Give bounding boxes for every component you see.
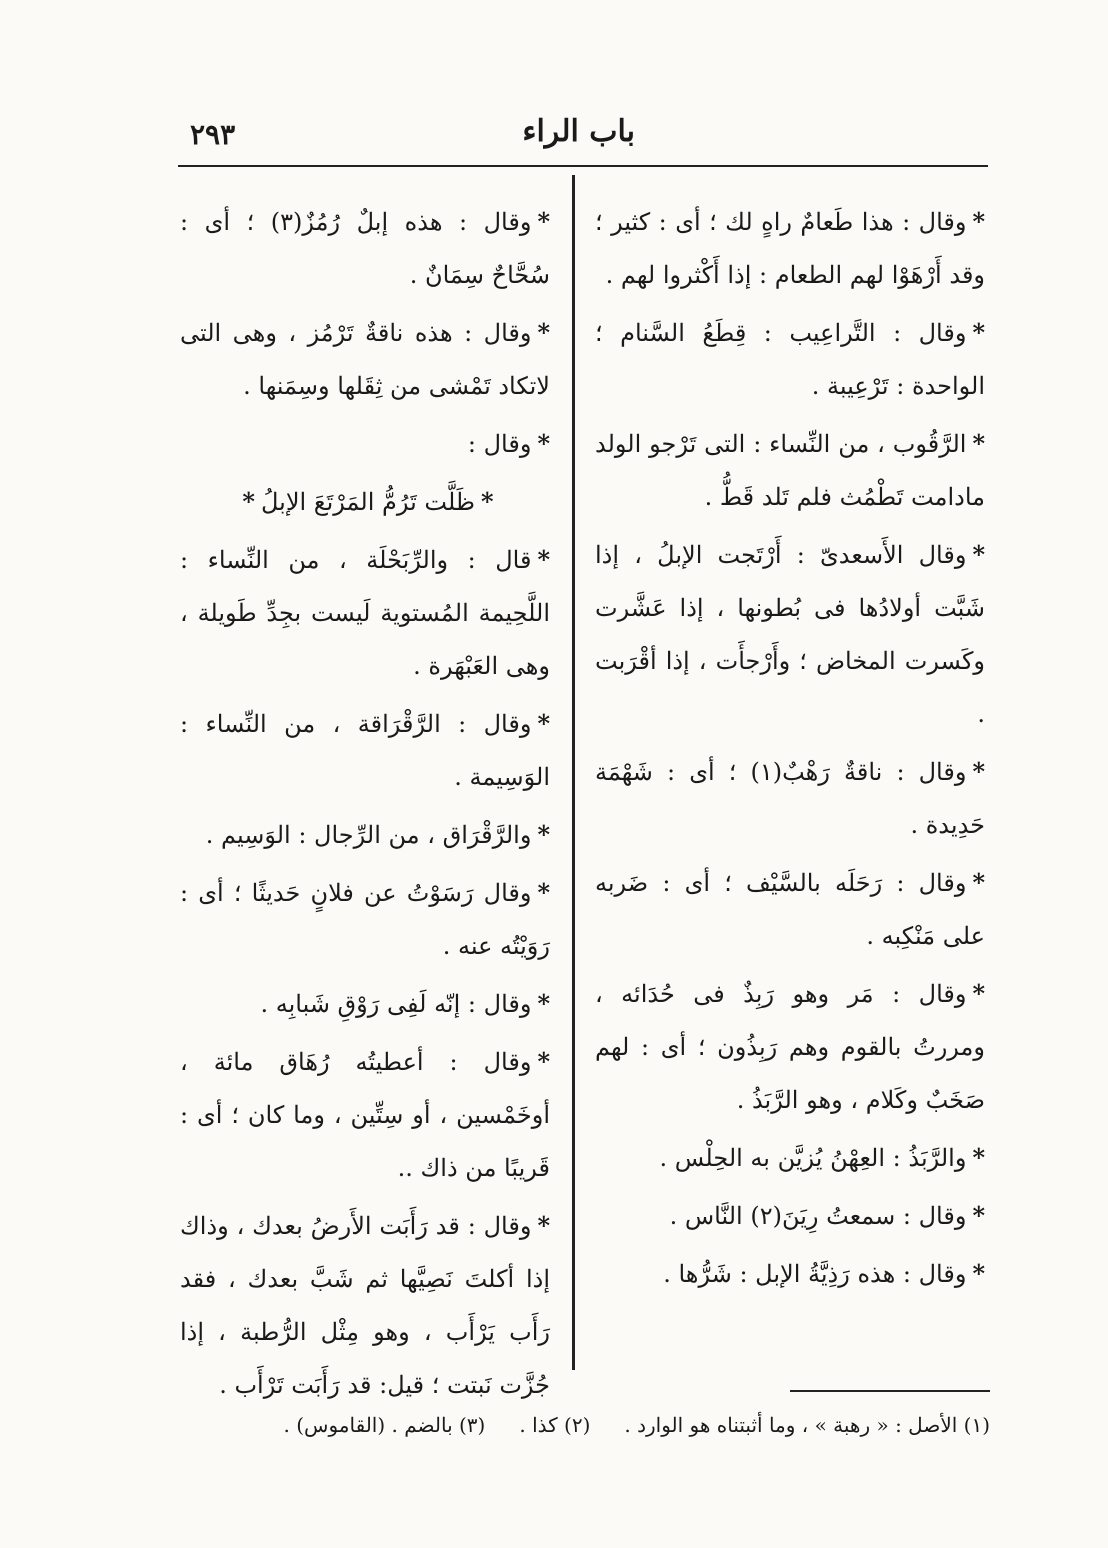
entry-marker: * [537, 429, 550, 458]
entry-marker: * [972, 429, 985, 458]
dictionary-entry [595, 528, 985, 741]
footnote: (١) الأصل : « رهبة » ، وما أثبتناه هو الوارد . [624, 1413, 990, 1437]
entry-text: وقال : أعطيتُه رُهَاق مائة ، أوخَمْسين ، أو سِتِّين ، وما كان ؛ أى : قَريبًا من ذاك .. [180, 1048, 550, 1182]
entry-marker: * [537, 207, 550, 236]
entry-text: قال : والرِّبَحْلَة ، من النِّساء : اللَّحِيمة المُستوية لَيست بجِدِّ طَويلة ، وهى العَبْهَرة . [180, 546, 550, 680]
dictionary-entry [595, 195, 985, 302]
footnote: (٣) بالضم . (القاموس) . [283, 1413, 486, 1437]
entry-text: وقال : [467, 430, 532, 458]
dictionary-entry [180, 1035, 550, 1195]
dictionary-entry [595, 856, 985, 963]
dictionary-entry [595, 306, 985, 413]
entry-marker: * [537, 1211, 550, 1240]
entry-text: وقال : هذا طَعامٌ راهٍ لك ؛ أى : كثير ؛ وقد أَرْهَوْا لهم الطعام : إذا أَكْثروا لهم . [595, 208, 985, 289]
dictionary-entry [180, 866, 550, 973]
dictionary-entry [595, 417, 985, 524]
entry-text: ظَلَّت تَرُمُّ المَرْتَعَ الإبلُ [260, 488, 476, 516]
dictionary-entry [595, 745, 985, 852]
dictionary-entry [180, 195, 550, 302]
entry-text: وقال : مَر وهو رَبِذٌ فى حُدَائه ، ومررتُ بالقوم وهم رَبِذُون ؛ أى : لهم صَخَبٌ وكَلام ، وهو الرَّبَذُ . [595, 980, 985, 1114]
chapter-title: باب الراء [522, 114, 635, 149]
dictionary-entry [595, 1189, 985, 1243]
dictionary-entry [595, 967, 985, 1127]
entry-marker: * [537, 545, 550, 574]
footnote: (٢) كذا . [519, 1413, 591, 1437]
entry-marker: * [537, 1047, 550, 1076]
entry-marker: * [972, 979, 985, 1008]
entry-text: وقال : هذه ناقةٌ تَرْمُز ، وهى التى لاتكاد تَمْشى من ثِقَلها وسِمَنها . [180, 319, 550, 400]
entry-text: وقال : هذه رَذِيَّةُ الإبل : شَرُّها . [663, 1260, 967, 1288]
column-divider [572, 175, 575, 1370]
dictionary-entry [180, 533, 550, 693]
entry-marker: * [972, 1201, 985, 1230]
entry-marker: * [537, 318, 550, 347]
dictionary-entry [595, 1247, 985, 1301]
page-header [180, 108, 990, 158]
entry-text: وقال : سمعتُ رِيَنَ(٢) النَّاس . [669, 1202, 967, 1230]
dictionary-entry [180, 977, 550, 1031]
dictionary-entry [180, 306, 550, 413]
entry-marker: * [537, 820, 550, 849]
entry-marker: * [972, 1259, 985, 1288]
page-number: ٢٩٣ [190, 118, 236, 151]
entry-marker: * [972, 1143, 985, 1172]
dictionary-entry [180, 475, 550, 529]
entry-marker: * [972, 318, 985, 347]
dictionary-entry [180, 697, 550, 804]
dictionary-entry [595, 1131, 985, 1185]
entry-text: وقال : ناقةٌ رَهْبٌ(١) ؛ أى : شَهْمَة حَدِيدة . [595, 758, 985, 839]
entry-marker: * [242, 487, 255, 516]
entry-text: وقال : التَّراعِيب : قِطَعُ السَّنام ؛ الواحدة : تَرْعِيبة . [595, 319, 985, 400]
entry-marker: * [537, 989, 550, 1018]
header-rule [178, 165, 988, 167]
left-column [180, 195, 550, 1416]
entry-text: وقال : إنّه لَفِى رَوْقِ شَبابِه . [260, 990, 532, 1018]
right-column [595, 195, 985, 1305]
entry-text: وقال : رَحَلَه بالسَّيْف ؛ أى : ضَربه على مَنْكِبه . [595, 869, 985, 950]
entry-text: وقال : قد رَأَبَت الأَرضُ بعدك ، وذاك إذا أكلتَ نَصِيَّها ثم شَبَّ بعدك ، فقد رَأَب يَرْأَب ، وهو مِثْل الرُّطبة ، إذا جُزَّت نَبتت ؛ قيل: قد رَأَبَت تَرْأَب . [180, 1212, 550, 1399]
entry-marker: * [537, 878, 550, 907]
entry-marker: * [972, 207, 985, 236]
entry-text: الرَّقُوب ، من النِّساء : التى تَرْجو الولد مادامت تَطْمُث فلم تَلد قَطُّ . [595, 430, 985, 511]
entry-text: والرَّبَذُ : العِهْنُ يُزيَّن به الحِلْس . [659, 1144, 967, 1172]
dictionary-entry [180, 1199, 550, 1412]
footnote-rule [790, 1390, 990, 1392]
entry-marker: * [537, 709, 550, 738]
entry-text: وقال : الرَّقْرَاقة ، من النِّساء : الوَسِيمة . [180, 710, 550, 791]
entry-marker: * [481, 487, 494, 516]
footnotes [180, 1405, 990, 1445]
entry-text: وقال : هذه إبلٌ رُمُزٌ(٣) ؛ أى : سُحَّاحٌ سِمَانٌ . [180, 208, 550, 289]
dictionary-entry [180, 808, 550, 862]
entry-text: والرَّقْرَاق ، من الرِّجال : الوَسِيم . [205, 821, 532, 849]
entry-text: وقال الأَسعدىّ : أَرْتَجت الإبلُ ، إذا شَبَّت أولادُها فى بُطونها ، إذا عَشَّرت وكَسرت المخاض ؛ وأَرْجأَت ، إذا أقْرَبت . [595, 541, 985, 728]
dictionary-entry [180, 417, 550, 471]
entry-text: وقال رَسَوْتُ عن فلانٍ حَديثًا ؛ أى : رَوَيْتُه عنه . [180, 879, 550, 960]
entry-marker: * [972, 757, 985, 786]
entry-marker: * [972, 540, 985, 569]
entry-marker: * [972, 868, 985, 897]
